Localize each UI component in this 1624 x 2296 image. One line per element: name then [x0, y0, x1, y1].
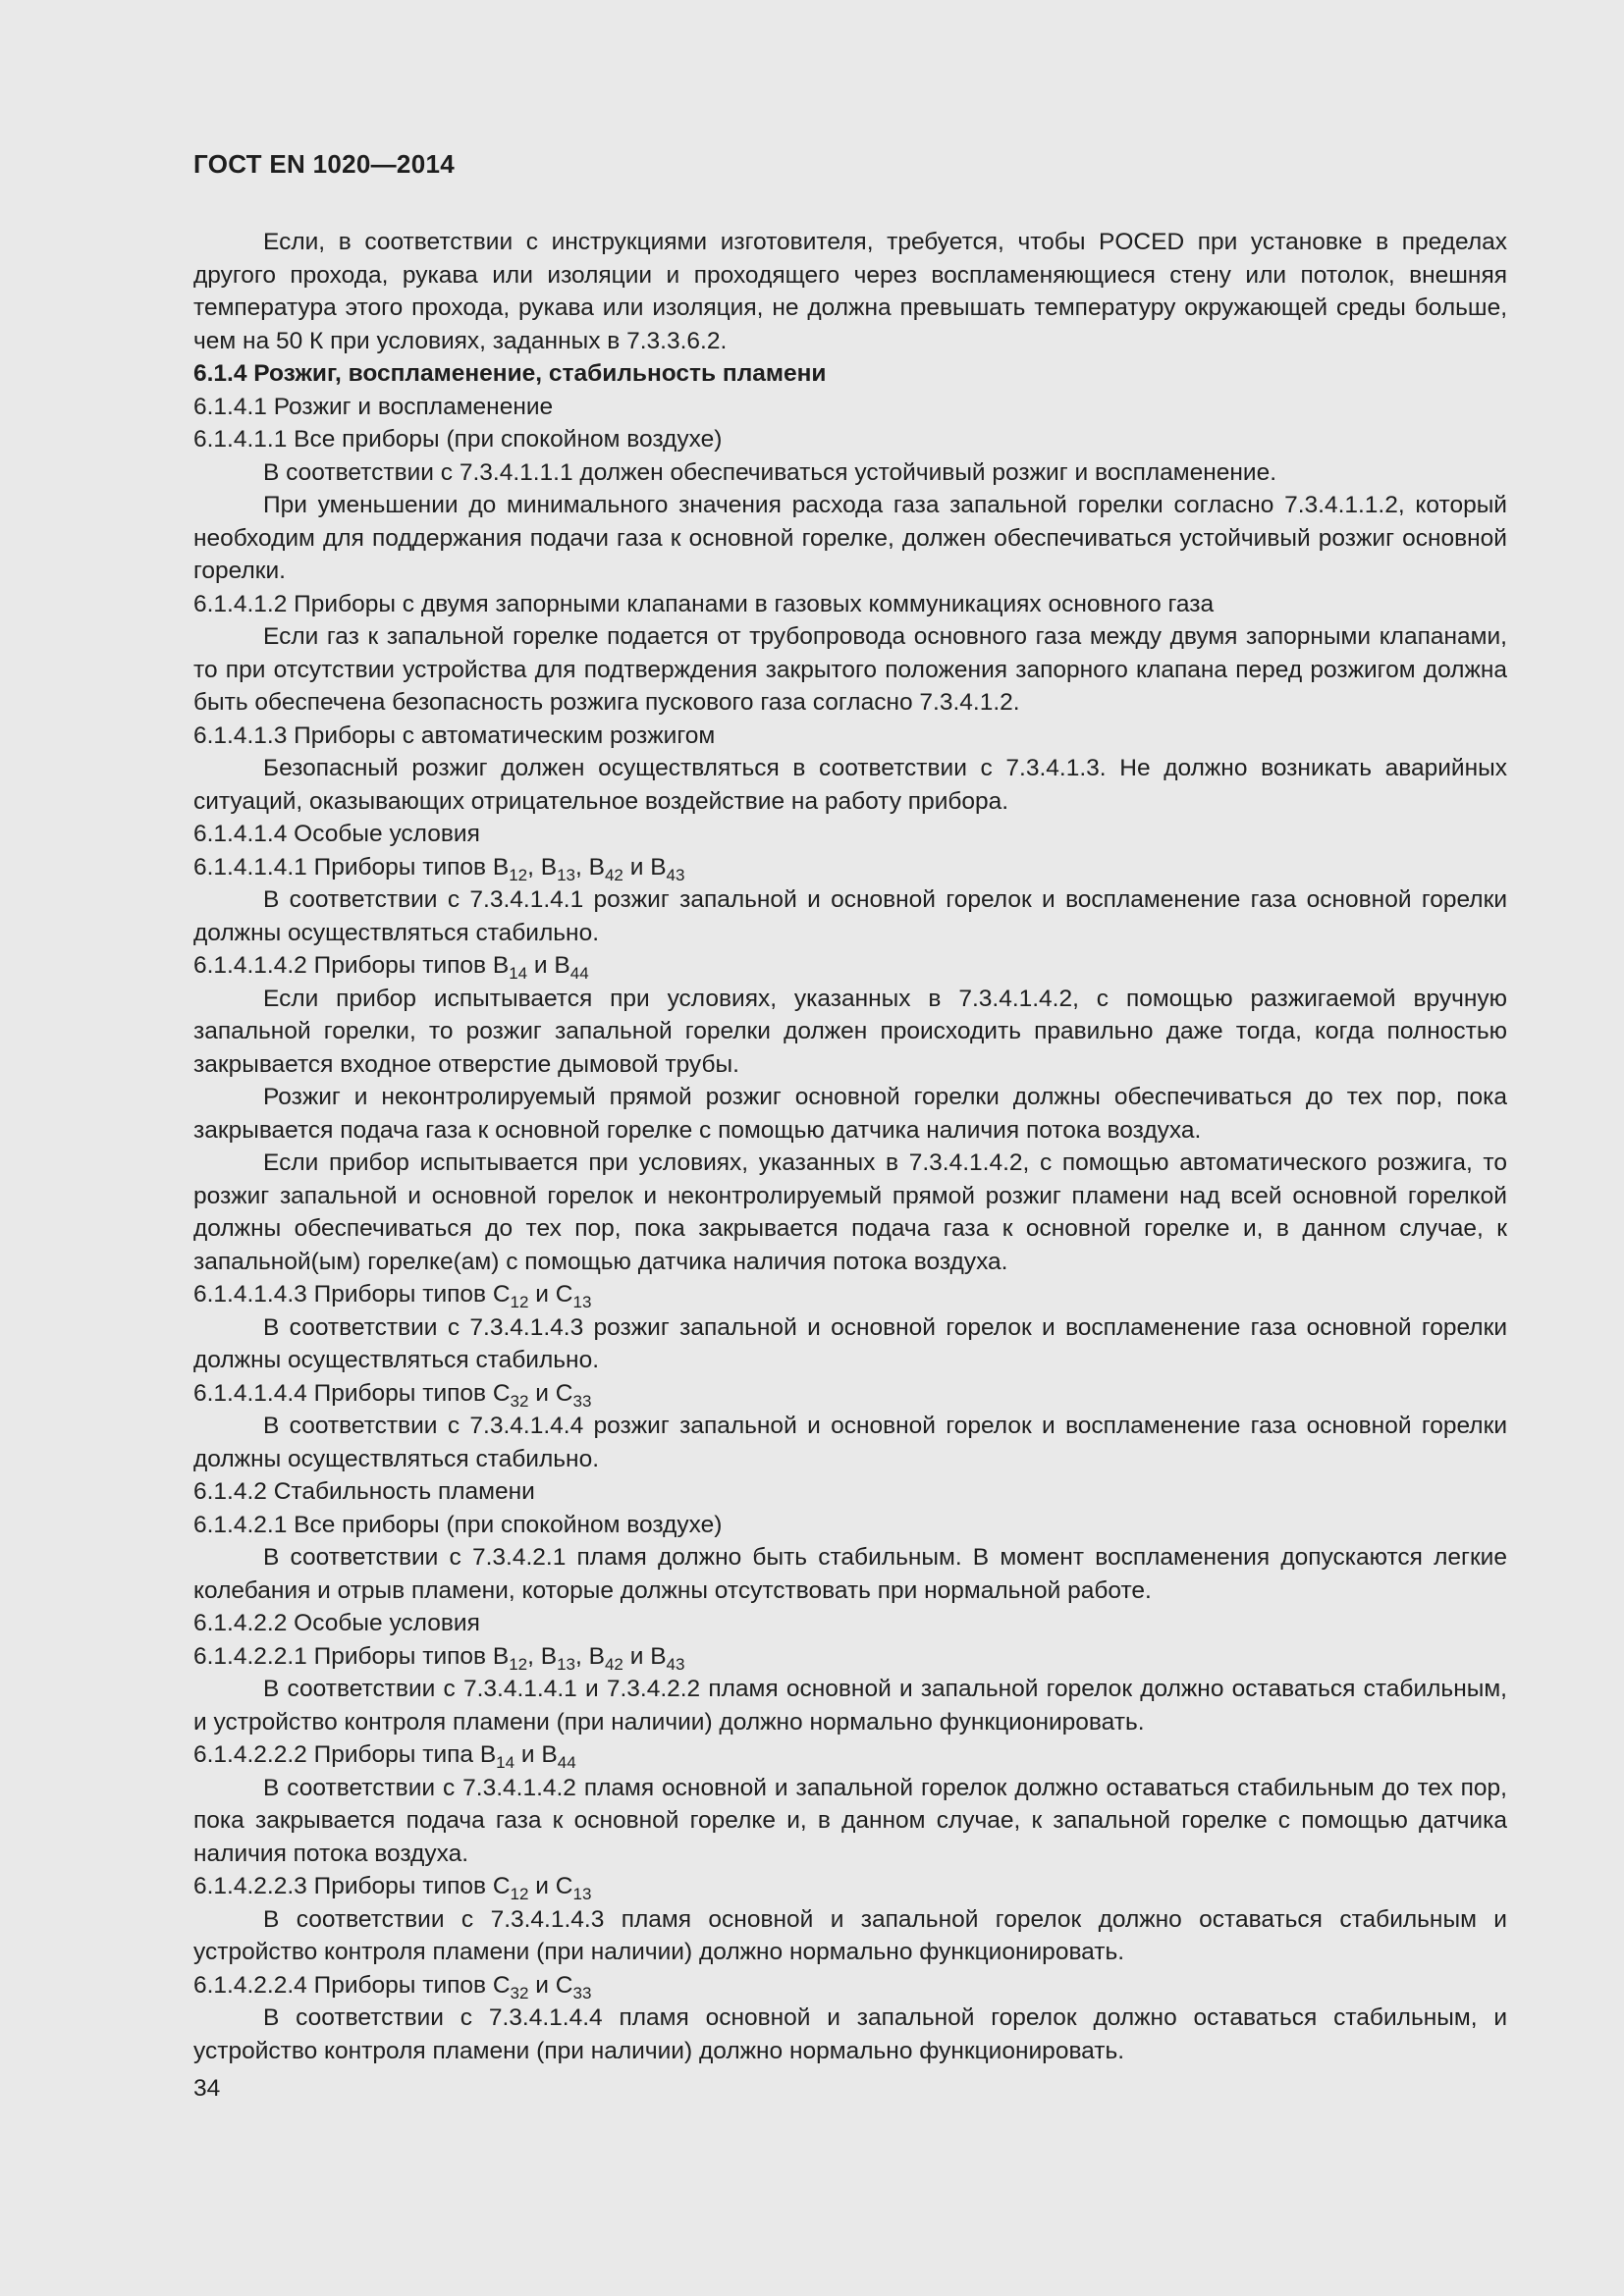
type-symbol: C [555, 1379, 573, 1407]
subsection-heading-types [193, 1870, 1507, 1903]
conjunction: и [514, 1741, 542, 1768]
heading-text: 6.1.4.2.2.1 Приборы типов [193, 1642, 493, 1670]
type-symbol: B [541, 1741, 558, 1768]
heading-text: 6.1.4.1.4.2 Приборы типов [193, 952, 493, 979]
type-subscript: 14 [509, 964, 528, 983]
type-symbol: C [555, 1281, 573, 1308]
type-symbol: C [555, 1873, 573, 1899]
type-symbol: C [492, 1379, 511, 1407]
paragraph: При уменьшении до минимального значения расхода газа запальной горелки согласно 7.3.4.1.1.2, который необходим для поддержания подачи газа к основной горелке, должен обеспечиваться устойчивый розжиг основной горелки. [193, 492, 1507, 584]
type-subscript: 32 [510, 1391, 529, 1411]
type-symbol: B [588, 1642, 605, 1670]
type-symbol: B [554, 952, 570, 979]
paragraph: Если прибор испытывается при условиях, указанных в 7.3.4.1.4.2, с помощью автоматического розжига, то розжиг запальной и основной горелок и неконтролируемый прямой розжиг пламени над всей основной горелкой должны обеспечиваться до тех пор, пока закрывается подача газа к основной горелке и, в данном случае, к запальной(ым) горелке(ам) с помощью датчика наличия потока воздуха. [193, 1149, 1507, 1275]
conjunction: и [623, 1642, 651, 1670]
separator: , [527, 1642, 541, 1670]
heading-text: 6.1.4.1.4.1 Приборы типов [193, 853, 493, 881]
type-symbol: C [492, 1873, 511, 1899]
paragraph: В соответствии с 7.3.4.2.1 пламя должно быть стабильным. В момент воспламенения допускаются легкие колебания и отрыв пламени, которые должны отсутствовать при нормальной работе. [193, 1544, 1507, 1604]
type-subscript: 42 [604, 865, 623, 884]
paragraph: Розжиг и неконтролируемый прямой розжиг основной горелки должны обеспечиваться до тех пор, пока закрывается подача газа к основной горелке с помощью датчика наличия потока воздуха. [193, 1084, 1507, 1144]
type-subscript: 12 [509, 865, 528, 884]
subsection-heading: 6.1.4.2 Стабильность пламени [193, 1478, 535, 1505]
subsection-heading-types [193, 1278, 1507, 1311]
type-subscript: 13 [557, 1654, 575, 1674]
subsection-heading-types [193, 851, 1507, 884]
subsection-heading-types [193, 949, 1507, 983]
type-subscript: 12 [509, 1654, 528, 1674]
subsection-heading-types [193, 1969, 1507, 2002]
type-symbol: B [588, 853, 605, 881]
type-subscript: 43 [666, 1654, 685, 1674]
heading-text: 6.1.4.2.2.3 Приборы типов [193, 1873, 493, 1899]
paragraph: В соответствии с 7.3.4.1.4.3 розжиг запальной и основной горелок и воспламенение газа основной горелки должны осуществляться стабильно. [193, 1313, 1507, 1373]
section-heading-6-1-4: 6.1.4 Розжиг, воспламенение, стабильность пламени [193, 360, 827, 387]
subsection-heading: 6.1.4.1.1 Все приборы (при спокойном воздухе) [193, 426, 723, 453]
paragraph: В соответствии с 7.3.4.1.4.2 пламя основной и запальной горелок должно оставаться стабильным до тех пор, пока закрывается подача газа к основной горелке и, в данном случае, к запальной горелке с помощью датчика наличия потока воздуха. [193, 1774, 1507, 1867]
type-subscript: 13 [572, 1885, 592, 1903]
conjunction: и [528, 1281, 556, 1308]
type-subscript: 33 [572, 1391, 592, 1411]
paragraph: В соответствии с 7.3.4.1.1.1 должен обеспечиваться устойчивый розжиг и воспламенение. [263, 458, 1277, 486]
type-symbol: B [492, 853, 510, 881]
heading-text: 6.1.4.1.4.3 Приборы типов [193, 1281, 493, 1308]
conjunction: и [528, 1971, 556, 1999]
paragraph: Если, в соответствии с инструкциями изготовителя, требуется, чтобы POCED при установке в пределах другого прохода, рукава или изоляции и проходящего через воспламеняющиеся стену или потолок, внешняя температура этого прохода, рукава или изоляция, не должна превышать температуру окружающей среды больше, чем на 50 К при условиях, заданных в 7.3.3.6.2. [193, 229, 1507, 354]
paragraph: В соответствии с 7.3.4.1.4.1 и 7.3.4.2.2 пламя основной и запальной горелок должно оставаться стабильным, и устройство контроля пламени (при наличии) должно нормально функционировать. [193, 1676, 1507, 1735]
conjunction: и [623, 853, 651, 881]
type-symbol: B [492, 1642, 510, 1670]
subsection-heading: 6.1.4.1.4 Особые условия [193, 821, 480, 847]
type-subscript: 13 [572, 1293, 592, 1311]
subsection-heading-types [193, 1640, 1507, 1674]
page-number: 34 [193, 2075, 221, 2102]
type-subscript: 44 [557, 1753, 576, 1772]
type-symbol: B [540, 853, 558, 881]
paragraph: В соответствии с 7.3.4.1.4.4 розжиг запальной и основной горелок и воспламенение газа основной горелки должны осуществляться стабильно. [193, 1413, 1507, 1472]
paragraph: Безопасный розжиг должен осуществляться в соответствии с 7.3.4.1.3. Не должно возникать аварийных ситуаций, оказывающих отрицательное воздействие на работу прибора. [193, 755, 1507, 815]
heading-text: 6.1.4.2.2.4 Приборы типов [193, 1971, 493, 1999]
paragraph: Если прибор испытывается при условиях, указанных в 7.3.4.1.4.2, с помощью разжигаемой вручную запальной горелки, то розжиг запальной горелки должен происходить правильно даже тогда, когда полностью закрывается входное отверстие дымовой трубы. [193, 985, 1507, 1078]
document-body [193, 226, 1507, 2067]
paragraph: В соответствии с 7.3.4.1.4.3 пламя основной и запальной горелок должно оставаться стабильным и устройство контроля пламени (при наличии) должно нормально функционировать. [193, 1905, 1507, 1965]
conjunction: и [528, 1379, 556, 1407]
paragraph: Если газ к запальной горелке подается от трубопровода основного газа между двумя запорными клапанами, то при отсутствии устройства для подтверждения закрытого положения запорного клапана перед розжигом должна быть обеспечена безопасность розжига пускового газа согласно 7.3.4.1.2. [193, 623, 1507, 716]
type-subscript: 14 [496, 1753, 515, 1772]
type-subscript: 33 [572, 1983, 592, 2002]
heading-text: 6.1.4.1.4.4 Приборы типов [193, 1379, 493, 1407]
type-subscript: 43 [666, 865, 685, 884]
type-subscript: 44 [569, 964, 589, 983]
separator: , [575, 1642, 589, 1670]
type-subscript: 13 [557, 865, 575, 884]
subsection-heading: 6.1.4.2.1 Все приборы (при спокойном воздухе) [193, 1511, 723, 1538]
heading-text: 6.1.4.2.2.2 Приборы типа [193, 1741, 480, 1768]
type-symbol: C [492, 1971, 511, 1999]
type-symbol: C [555, 1971, 573, 1999]
type-symbol: C [492, 1281, 511, 1308]
paragraph: В соответствии с 7.3.4.1.4.4 пламя основной и запальной горелок должно оставаться стабильным, и устройство контроля пламени (при наличии) должно нормально функционировать. [193, 2004, 1507, 2064]
type-subscript: 12 [510, 1885, 529, 1903]
subsection-heading: 6.1.4.1.2 Приборы с двумя запорными клапанами в газовых коммуникациях основного газа [193, 590, 1215, 617]
paragraph: В соответствии с 7.3.4.1.4.1 розжиг запальной и основной горелок и воспламенение газа основной горелки должны осуществляться стабильно. [193, 886, 1507, 946]
conjunction: и [528, 1873, 556, 1899]
document-header: ГОСТ EN 1020—2014 [193, 149, 455, 179]
separator: , [575, 853, 589, 881]
subsection-heading-types [193, 1377, 1507, 1411]
subsection-heading: 6.1.4.1 Розжиг и воспламенение [193, 393, 554, 420]
type-symbol: B [540, 1642, 558, 1670]
type-symbol: B [479, 1741, 497, 1768]
type-subscript: 32 [510, 1983, 529, 2002]
type-symbol: B [650, 853, 667, 881]
type-subscript: 12 [510, 1293, 529, 1311]
type-symbol: B [650, 1642, 667, 1670]
separator: , [527, 853, 541, 881]
subsection-heading: 6.1.4.2.2 Особые условия [193, 1610, 480, 1636]
type-subscript: 42 [604, 1654, 623, 1674]
conjunction: и [527, 952, 555, 979]
subsection-heading: 6.1.4.1.3 Приборы с автоматическим розжигом [193, 721, 716, 749]
type-symbol: B [492, 952, 510, 979]
subsection-heading-types [193, 1738, 1507, 1772]
